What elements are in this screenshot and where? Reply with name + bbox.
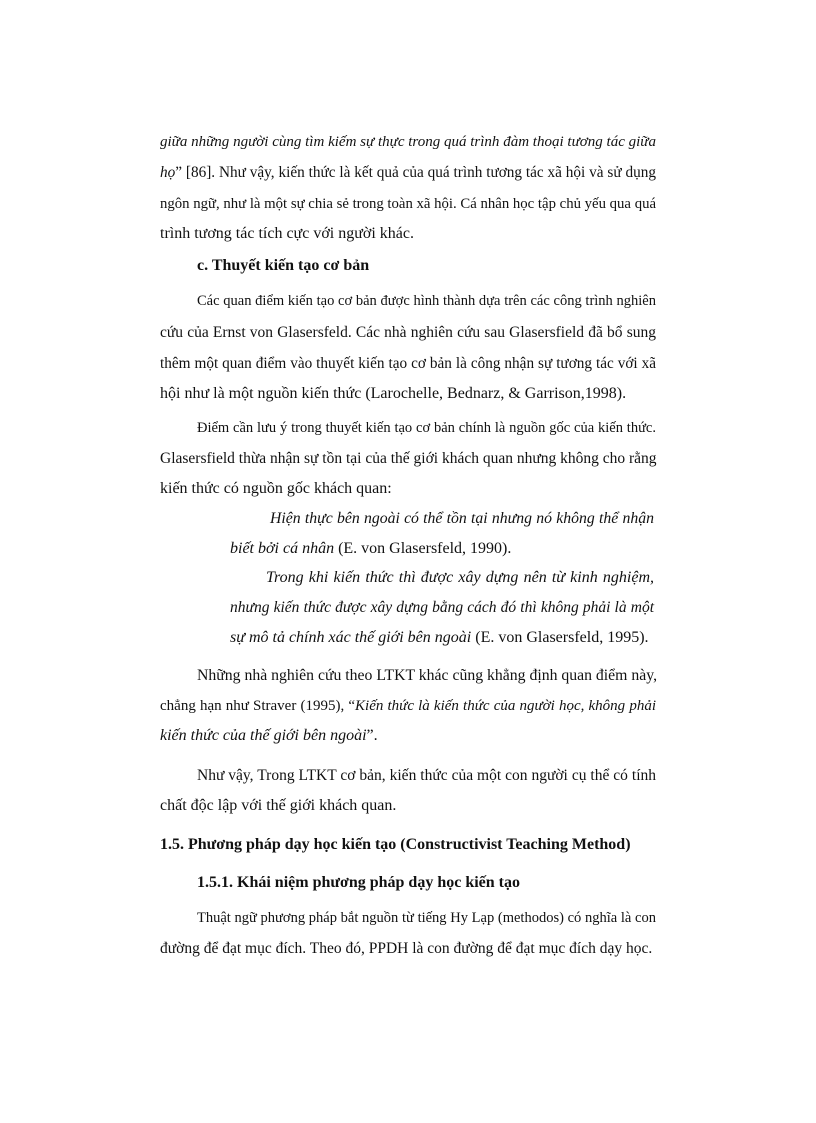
quote2-line3: sự mô tả chính xác thế giới bên ngoài (E. von Glasersfeld, 1995). <box>230 629 649 646</box>
para4-line2: chẳng hạn như Straver (1995), “Kiến thức là kiến thức của người học, không phải <box>160 698 656 714</box>
section-heading-1-5: 1.5. Phương pháp dạy học kiến tạo (Constructivist Teaching Method) <box>160 836 631 853</box>
quote2-line2: nhưng kiến thức được xây dựng bằng cách đó thì không phải là một <box>230 599 654 616</box>
para2-line1: Các quan điểm kiến tạo cơ bản được hình thành dựa trên các công trình nghiên <box>197 293 656 309</box>
para3-line3: kiến thức có nguồn gốc khách quan: <box>160 480 392 497</box>
para6-line2: đường để đạt mục đích. Theo đó, PPDH là con đường để đạt mục đích dạy học. <box>160 940 653 957</box>
para2-line4: hội như là một nguồn kiến thức (Larochelle, Bednarz, & Garrison,1998). <box>160 385 627 402</box>
quote2-line1: Trong khi kiến thức thì được xây dựng nên từ kinh nghiệm, <box>266 569 654 586</box>
quote1-line2: biết bởi cá nhân (E. von Glasersfeld, 1990). <box>230 540 512 557</box>
para4-line3: kiến thức của thế giới bên ngoài”. <box>160 727 378 744</box>
para5-line2: chất độc lập với thế giới khách quan. <box>160 797 397 814</box>
section-heading-1-5-1: 1.5.1. Khái niệm phương pháp dạy học kiến tạo <box>197 874 520 891</box>
para3-line1: Điểm cần lưu ý trong thuyết kiến tạo cơ bản chính là nguồn gốc của kiến thức. <box>197 420 656 436</box>
para3-line2: Glasersfield thừa nhận sự tồn tại của thế giới khách quan nhưng không cho rằng <box>160 450 657 467</box>
para1-line2: họ” [86]. Như vậy, kiến thức là kết quả của quá trình tương tác xã hội và sử dụng <box>160 164 656 181</box>
para1-line1: giữa những người cùng tìm kiếm sự thực trong quá trình đàm thoại tương tác giữa <box>160 134 656 150</box>
para5-line1: Như vậy, Trong LTKT cơ bản, kiến thức của một con người cụ thể có tính <box>197 767 656 784</box>
para1-line4: trình tương tác tích cực với người khác. <box>160 225 414 242</box>
para2-line3: thêm một quan điểm vào thuyết kiến tạo cơ bản là công nhận sự tương tác với xã <box>160 355 656 372</box>
para2-line2: cứu của Ernst von Glasersfeld. Các nhà nghiên cứu sau Glasersfield đã bổ sung <box>160 324 656 341</box>
section-heading-c: c. Thuyết kiến tạo cơ bản <box>197 257 370 274</box>
para4-line1: Những nhà nghiên cứu theo LTKT khác cũng khẳng định quan điểm này, <box>197 667 658 684</box>
quote1-line1: Hiện thực bên ngoài có thể tồn tại nhưng nó không thể nhận <box>270 510 654 527</box>
para1-line3: ngôn ngữ, như là một sự chia sẻ trong toàn xã hội. Cá nhân học tập chủ yếu qua quá <box>160 196 656 212</box>
para6-line1: Thuật ngữ phương pháp bắt nguồn từ tiếng Hy Lạp (methodos) có nghĩa là con <box>197 910 656 926</box>
